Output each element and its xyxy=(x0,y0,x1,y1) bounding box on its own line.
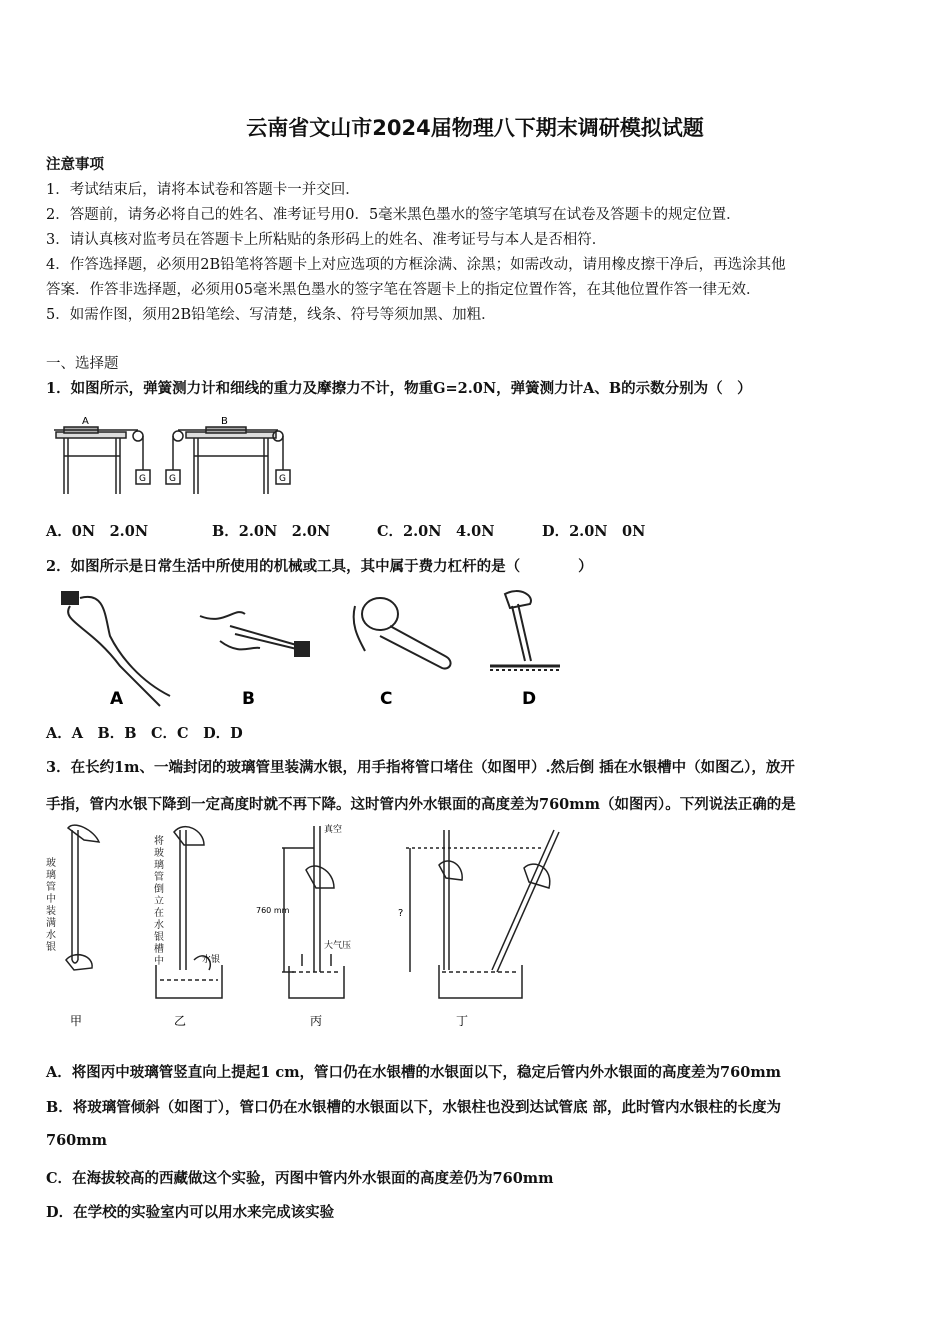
label-a: A xyxy=(110,689,124,709)
question-1-option-c[interactable]: C．2.0N 4.0N xyxy=(377,523,495,540)
section-heading: 一、选择题 xyxy=(46,356,119,372)
question-1-stem: 1．如图所示，弹簧测力计和细线的重力及摩擦力不计，物重G=2.0N，弹簧测力计A、B的示数分别为（ ） xyxy=(46,380,752,397)
question-2-figure xyxy=(50,586,570,710)
label-c: C xyxy=(380,689,393,709)
label-g: G xyxy=(169,474,176,484)
question-1-option-b[interactable]: B．2.0N 2.0N xyxy=(212,523,331,540)
question-3-option-d[interactable]: D．在学校的实验室内可以用水来完成该实验 xyxy=(46,1204,335,1221)
label-d: D xyxy=(522,689,537,709)
question-3-option-b[interactable]: B．将玻璃管倾斜（如图丁），管口仍在水银槽的水银面以下，水银柱也没到达试管底 部，此时管内水银柱的长度为 xyxy=(46,1099,782,1116)
label-height: 760 mm xyxy=(256,906,290,915)
label-bing: 丙 xyxy=(310,1014,323,1028)
notice-item: 5．如需作图，须用2B铅笔绘、写清楚，线条、符号等须加黑、加粗． xyxy=(46,307,496,323)
jia-vertical-text: 玻璃管中装满水银 xyxy=(46,858,56,953)
question-2-options[interactable]: A．A B．B C．C D．D xyxy=(46,725,243,742)
label-g: G xyxy=(139,474,146,484)
question-3-stem-line-1: 3．在长约1m、一端封闭的玻璃管里装满水银，用手指将管口堵住（如图甲）.然后倒 插在水银槽中（如图乙），放开 xyxy=(46,759,795,776)
question-1-figure xyxy=(50,412,310,498)
question-3-option-b-continued: 760mm xyxy=(46,1132,107,1149)
page-title: 云南省文山市2024届物理八下期末调研模拟试题 xyxy=(246,116,704,140)
label-yi: 乙 xyxy=(174,1014,187,1028)
label-unknown: ? xyxy=(398,908,404,919)
label-g: G xyxy=(279,474,286,484)
question-1-option-d[interactable]: D．2.0N 0N xyxy=(542,523,646,540)
label-b: B xyxy=(242,689,255,709)
question-3-stem-line-2: 手指，管内水银下降到一定高度时就不再下降。这时管内外水银面的高度差为760mm（如图丙）。下列说法正确的是 xyxy=(46,796,796,813)
question-1-option-a[interactable]: A．0N 2.0N xyxy=(46,523,149,540)
label-jia: 甲 xyxy=(70,1014,83,1028)
notice-item: 2．答题前，请务必将自己的姓名、准考证号用0．5毫米黑色墨水的签字笔填写在试卷及答题卡的规定位置． xyxy=(46,207,741,223)
notice-item: 答案．作答非选择题，必须用05毫米黑色墨水的签字笔在答题卡上的指定位置作答，在其他位置作答一律无效． xyxy=(46,282,761,298)
label-vacuum: 真空 xyxy=(324,825,343,835)
notice-item: 1．考试结束后，请将本试卷和答题卡一并交回． xyxy=(46,182,360,198)
notice-heading: 注意事项 xyxy=(46,156,104,173)
notice-item: 4．作答选择题，必须用2B铅笔将答题卡上对应选项的方框涂满、涂黑；如需改动，请用橡皮擦干净后，再选涂其他 xyxy=(46,257,786,273)
yi-vertical-text: 将玻璃管倒立在水银槽中 xyxy=(154,836,164,967)
label-atm: 大气压 xyxy=(324,941,352,951)
question-3-figure xyxy=(44,820,564,1032)
question-2-stem: 2．如图所示是日常生活中所使用的机械或工具，其中属于费力杠杆的是（ ） xyxy=(46,558,593,575)
question-3-option-a[interactable]: A．将图丙中玻璃管竖直向上提起1 cm，管口仍在水银槽的水银面以下，稳定后管内外水银面的高度差为760mm xyxy=(46,1064,782,1081)
notice-item: 3．请认真核对监考员在答题卡上所粘贴的条形码上的姓名、准考证号与本人是否相符． xyxy=(46,232,607,248)
label-mercury: 水银 xyxy=(202,955,221,965)
label-ding: 丁 xyxy=(456,1014,469,1028)
question-3-option-c[interactable]: C．在海拔较高的西藏做这个实验，丙图中管内外水银面的高度差仍为760mm xyxy=(46,1170,554,1187)
label-a: A xyxy=(82,416,89,427)
label-b: B xyxy=(221,416,228,427)
